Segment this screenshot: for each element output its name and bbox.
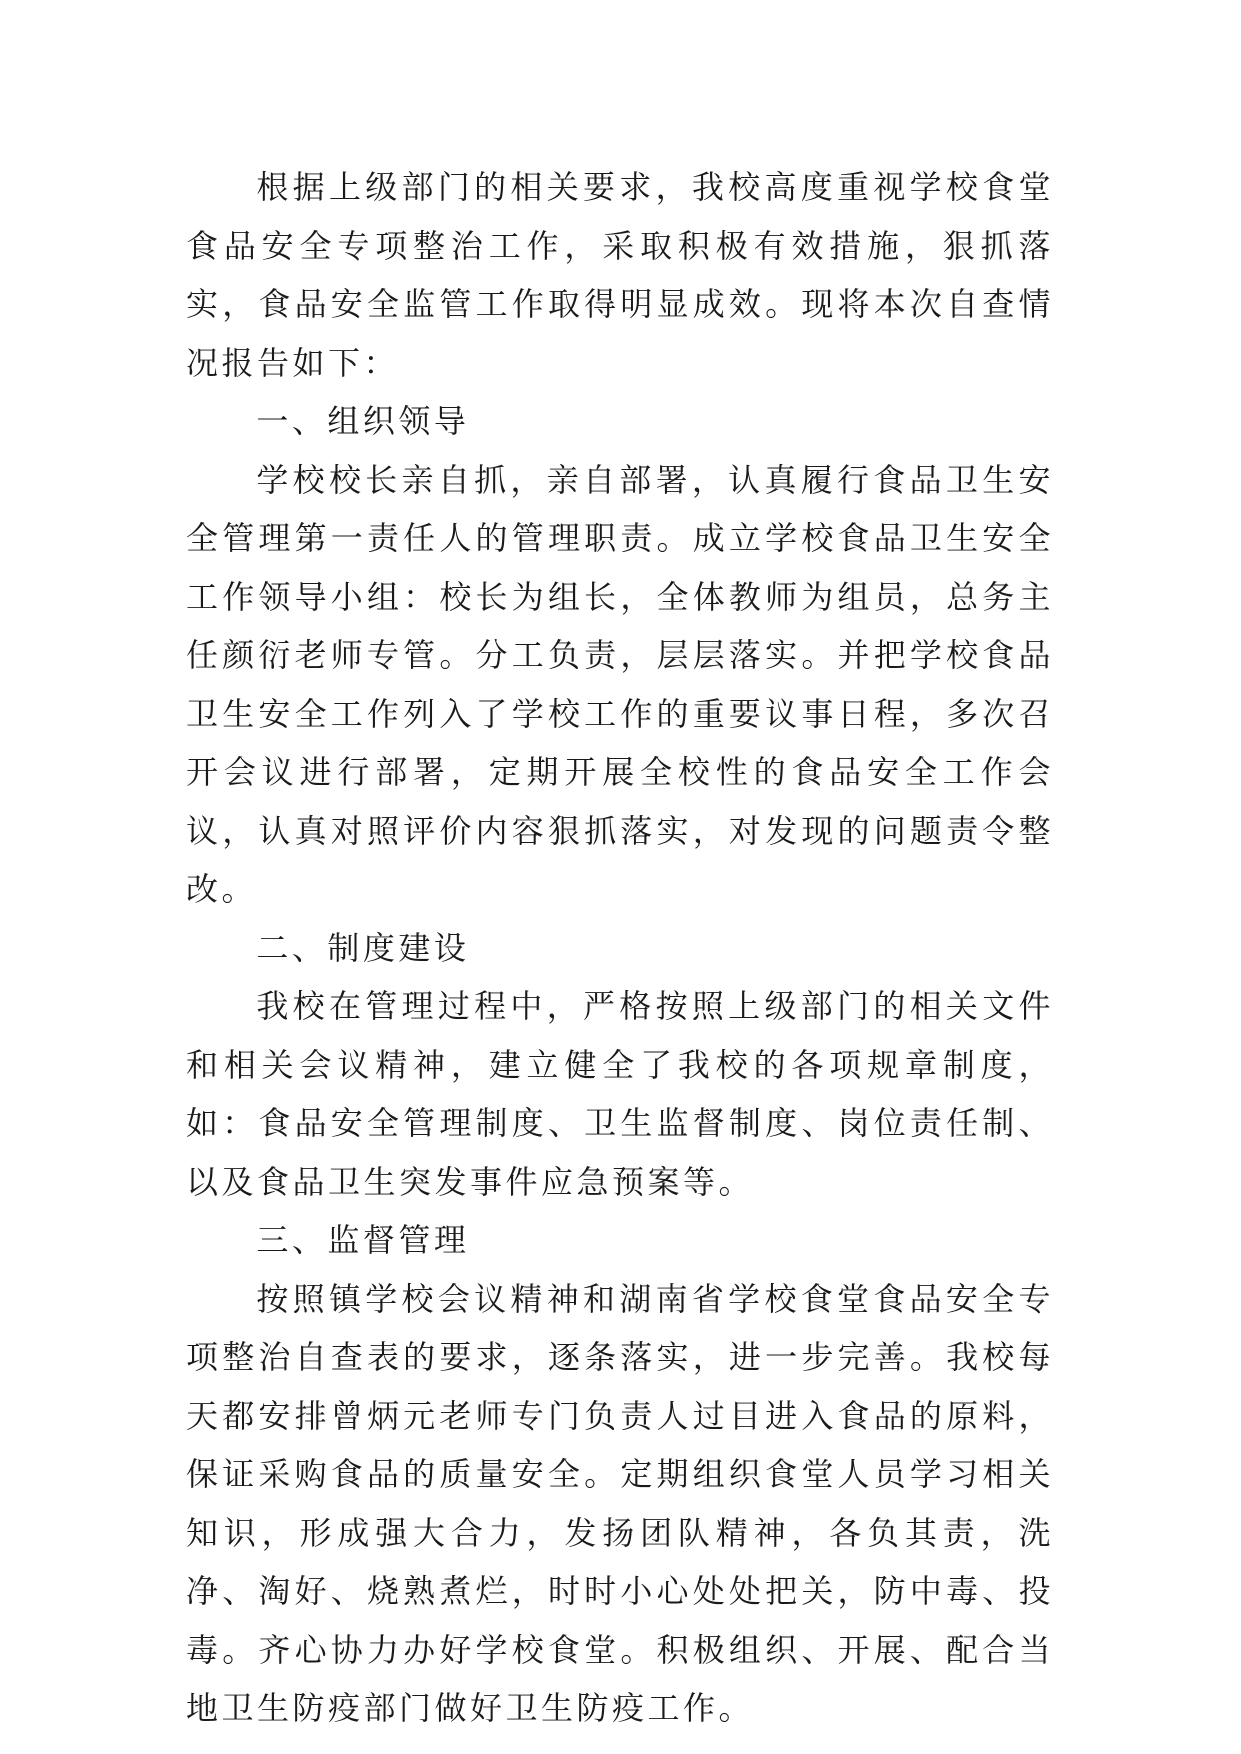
section-heading-organization: 一、组织领导 bbox=[256, 402, 470, 440]
document-body bbox=[186, 158, 1054, 1738]
section-body-system-building: 我校在管理过程中，严格按照上级部门的相关文件和相关会议精神，建立健全了我校的各项规章制度，如：食品安全管理制度、卫生监督制度、岗位责任制、以及食品卫生突发事件应急预案等。 bbox=[186, 987, 1054, 1201]
section-body-organization: 学校校长亲自抓，亲自部署，认真履行食品卫生安全管理第一责任人的管理职责。成立学校食品卫生安全工作领导小组：校长为组长，全体教师为组员，总务主任颜衍老师专管。分工负责，层层落实。并把学校食品卫生安全工作列入了学校工作的重要议事日程，多次召开会议进行部署，定期开展全校性的食品安全工作会议，认真对照评价内容狠抓落实，对发现的问题责令整改。 bbox=[186, 460, 1054, 908]
intro-paragraph: 根据上级部门的相关要求，我校高度重视学校食堂食品安全专项整治工作，采取积极有效措施，狠抓落实，食品安全监管工作取得明显成效。现将本次自查情况报告如下： bbox=[186, 168, 1054, 382]
section-heading-supervision: 三、监督管理 bbox=[256, 1221, 470, 1259]
section-heading-system-building: 二、制度建设 bbox=[256, 928, 470, 967]
section-body-supervision: 按照镇学校会议精神和湖南省学校食堂食品安全专项整治自查表的要求，逐条落实，进一步完善。我校每天都安排曾炳元老师专门负责人过目进入食品的原料，保证采购食品的质量安全。定期组织食堂人员学习相关知识，形成强大合力，发扬团队精神，各负其责，洗净、淘好、烧熟煮烂，时时小心处处把关，防中毒、投毒。齐心协力办好学校食堂。积极组织、开展、配合当地卫生防疫部门做好卫生防疫工作。 bbox=[186, 1279, 1054, 1727]
